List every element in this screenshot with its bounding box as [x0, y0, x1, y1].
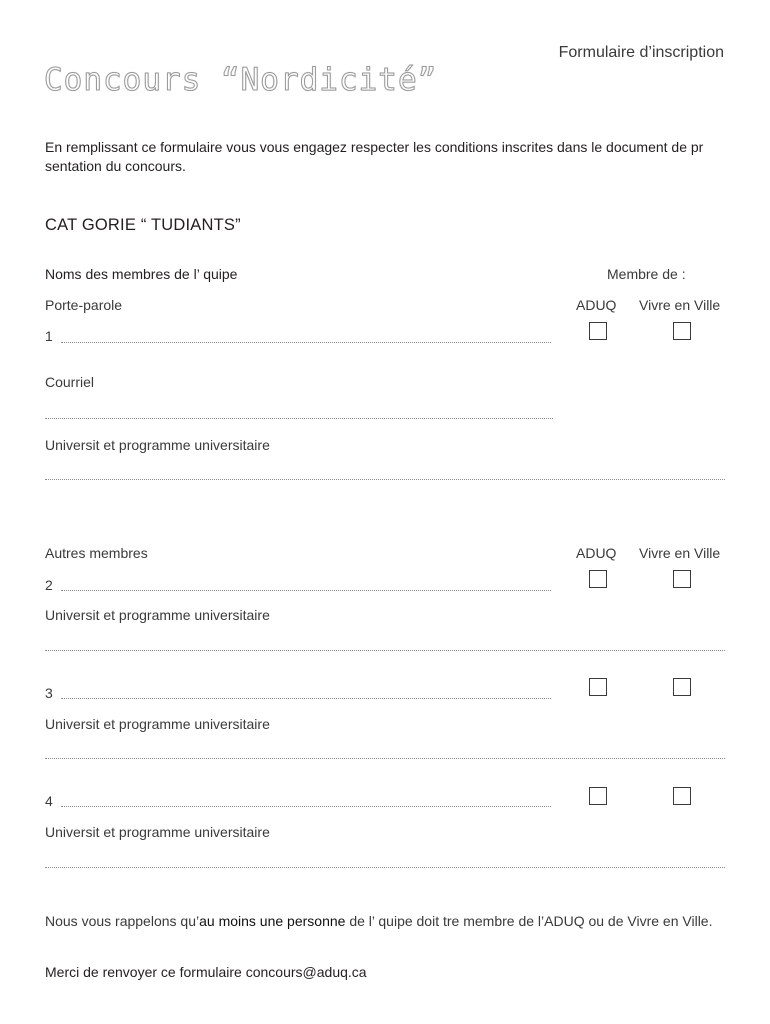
intro-text: En remplissant ce formulaire vous vous engagez respecter les conditions inscrites dans le document de pr sentation du concours. — [45, 139, 704, 174]
reminder-text-start: Nous vous rappelons qu’ — [45, 913, 200, 929]
column-vivre-en-ville-label: Vivre en Ville — [639, 297, 721, 313]
team-names-label: Noms des membres de l’ quipe — [45, 266, 238, 282]
university-label: Universit et programme universitaire — [45, 716, 270, 732]
member-name-field[interactable] — [61, 590, 551, 591]
reminder-text — [45, 912, 735, 931]
category-heading: CAT GORIE “ TUDIANTS” — [45, 216, 241, 234]
reminder-text-end: de l’ quipe doit tre membre de l’ADUQ ou de Vivre en Ville. — [345, 913, 713, 929]
university-field[interactable] — [45, 479, 725, 480]
contest-title: Concours “Nordicité” — [44, 62, 438, 98]
member-aduq-checkbox[interactable] — [589, 787, 607, 805]
member-vivre-en-ville-checkbox[interactable] — [673, 570, 691, 588]
university-label: Universit et programme universitaire — [45, 824, 270, 840]
university-label: Universit et programme universitaire — [45, 437, 270, 453]
column-aduq-label: ADUQ — [576, 297, 617, 313]
spokesperson-vivre-en-ville-checkbox[interactable] — [673, 322, 691, 340]
spokesperson-label: Porte-parole — [45, 297, 123, 313]
member-number: 3 — [45, 685, 53, 701]
member-number: 4 — [45, 793, 53, 809]
column-vivre-en-ville-label: Vivre en Ville — [639, 545, 721, 561]
email-label: Courriel — [45, 374, 95, 390]
member-vivre-en-ville-checkbox[interactable] — [673, 787, 691, 805]
spokesperson-name-field[interactable] — [61, 342, 551, 343]
university-label: Universit et programme universitaire — [45, 607, 270, 623]
reminder-emphasis: au moins une personne — [199, 913, 346, 929]
email-field[interactable] — [45, 418, 553, 419]
return-instructions: Merci de renvoyer ce formulaire concours@aduq.ca — [45, 964, 367, 980]
university-field[interactable] — [45, 758, 725, 759]
university-field[interactable] — [45, 650, 725, 651]
other-members-label: Autres membres — [45, 545, 148, 561]
spokesperson-aduq-checkbox[interactable] — [589, 322, 607, 340]
member-vivre-en-ville-checkbox[interactable] — [673, 678, 691, 696]
member-name-field[interactable] — [61, 806, 551, 807]
member-number: 1 — [45, 328, 53, 344]
member-aduq-checkbox[interactable] — [589, 570, 607, 588]
form-type-label: Formulaire d’inscription — [558, 44, 724, 61]
member-of-label: Membre de : — [607, 266, 686, 282]
member-number: 2 — [45, 577, 53, 593]
member-aduq-checkbox[interactable] — [589, 678, 607, 696]
column-aduq-label: ADUQ — [576, 545, 617, 561]
member-name-field[interactable] — [61, 698, 551, 699]
university-field[interactable] — [45, 867, 725, 868]
